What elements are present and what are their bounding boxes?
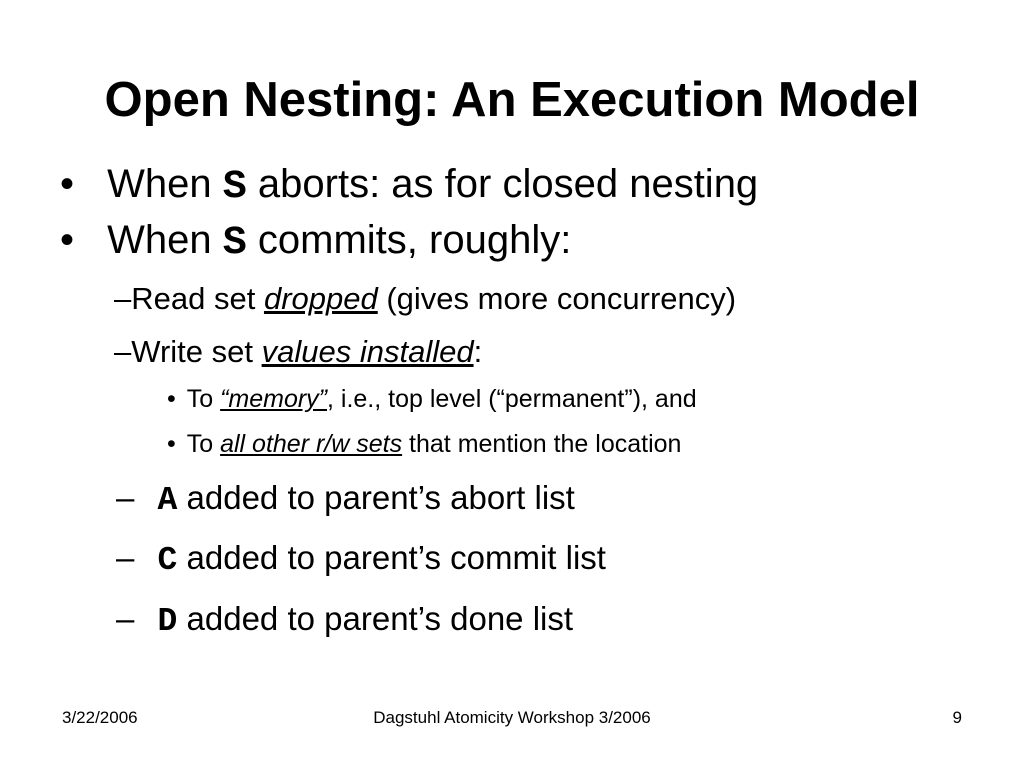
dash-item-commit-list xyxy=(116,536,606,583)
dash-item-text: added to parent’s done list xyxy=(186,600,574,637)
slide-title: Open Nesting: An Execution Model xyxy=(104,73,920,127)
bullet-text-pre: When xyxy=(107,162,212,206)
subsub-text-pre: To xyxy=(186,385,214,413)
dash-marker: – xyxy=(116,479,135,516)
bullet-text-post: aborts: as for closed nesting xyxy=(257,162,759,206)
subbullet-write-set xyxy=(114,332,482,372)
dash-item-text: added to parent’s abort list xyxy=(186,479,575,516)
emphasis-dropped: dropped xyxy=(263,281,378,316)
dash-item-abort-list xyxy=(116,476,575,523)
bullet-marker: • xyxy=(60,162,75,206)
code-c: C xyxy=(157,542,178,579)
footer-page-number: 9 xyxy=(952,708,962,727)
dash-marker: – xyxy=(114,334,132,369)
subbullet-text-pre: Read set xyxy=(131,281,256,316)
bullet-marker: • xyxy=(167,430,176,458)
emphasis-all-other-rw-sets: all other r/w sets xyxy=(220,430,403,458)
code-a: A xyxy=(157,482,178,519)
dash-item-done-list xyxy=(116,597,573,644)
bullet-marker: • xyxy=(60,218,75,262)
bullet-text-post: commits, roughly: xyxy=(257,218,572,262)
dash-marker: – xyxy=(116,539,135,576)
subbullet-read-set xyxy=(114,279,736,319)
subsub-text-pre: To xyxy=(186,430,214,458)
emphasis-values-installed: values installed xyxy=(261,334,474,369)
dash-marker: – xyxy=(116,600,135,637)
dash-item-text: added to parent’s commit list xyxy=(186,539,606,576)
code-s: S xyxy=(222,165,247,210)
subbullet-text-post: : xyxy=(473,334,483,369)
subbullet-text-pre: Write set xyxy=(131,334,253,369)
subsub-text-post: , i.e., top level (“permanent”), and xyxy=(327,385,697,413)
emphasis-memory: “memory” xyxy=(220,385,328,413)
subsub-bullet-other-sets xyxy=(167,428,681,460)
bullet-text-pre: When xyxy=(107,218,212,262)
dash-marker: – xyxy=(114,281,132,316)
footer-date: 3/22/2006 xyxy=(62,708,138,727)
subsub-bullet-memory xyxy=(167,383,697,415)
bullet-marker: • xyxy=(167,385,176,413)
subbullet-text-post: (gives more concurrency) xyxy=(386,281,737,316)
footer-event: Dagstuhl Atomicity Workshop 3/2006 xyxy=(373,708,651,727)
bullet-s-commits xyxy=(60,216,571,268)
bullet-s-aborts xyxy=(60,160,758,212)
code-d: D xyxy=(157,603,178,640)
subsub-text-post: that mention the location xyxy=(409,430,682,458)
code-s: S xyxy=(222,221,247,266)
